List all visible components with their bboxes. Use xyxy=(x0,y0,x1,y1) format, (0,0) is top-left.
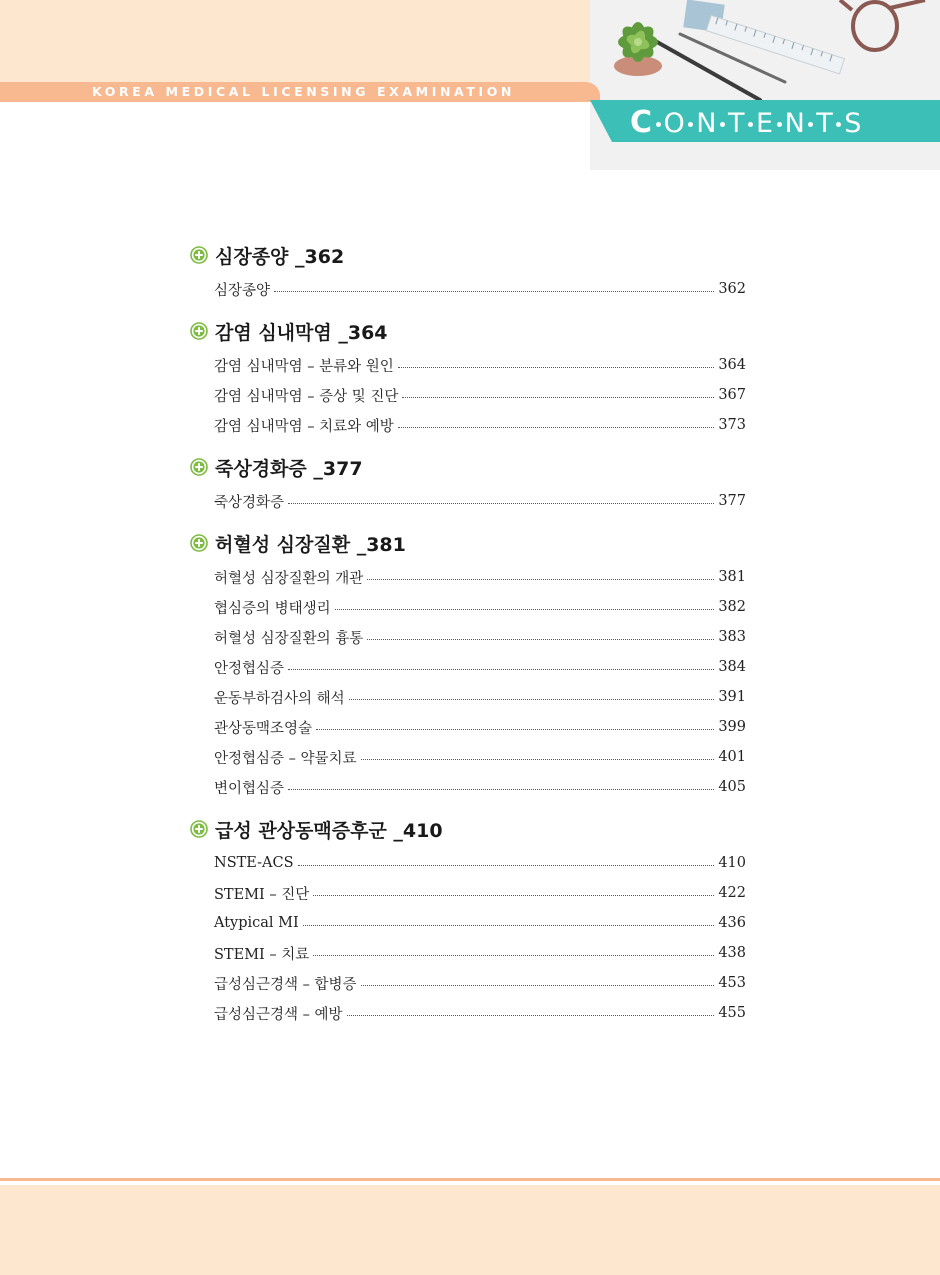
separator-dot xyxy=(808,122,813,127)
dot-leader xyxy=(288,669,714,670)
contents-letter: C xyxy=(630,105,653,140)
section-title: 허혈성 심장질환 _381 xyxy=(215,534,406,556)
page-number: 453 xyxy=(718,975,746,991)
separator-dot xyxy=(777,122,782,127)
page-number: 377 xyxy=(718,493,746,509)
page-number: 436 xyxy=(718,915,746,931)
entry-title: 허혈성 심장질환의 개관 xyxy=(214,570,364,587)
dot-leader xyxy=(398,367,715,368)
toc-entry[interactable] xyxy=(214,350,746,380)
dot-leader xyxy=(335,609,715,610)
toc-entry[interactable] xyxy=(214,622,746,652)
toc-entry[interactable] xyxy=(214,908,746,938)
toc-entry[interactable] xyxy=(214,968,746,998)
entry-title: 변이협심증 xyxy=(214,780,285,797)
page-number: 362 xyxy=(718,281,746,297)
plus-circle-icon xyxy=(190,246,208,264)
entry-title: STEMI – 치료 xyxy=(214,946,310,963)
entry-title: 안정협심증 – 약물치료 xyxy=(214,750,357,767)
page-number: 410 xyxy=(718,855,746,871)
dot-leader xyxy=(349,699,715,700)
section-spacer xyxy=(190,304,750,316)
page-number: 364 xyxy=(718,357,746,373)
contents-letter: N xyxy=(784,108,806,139)
page-number: 367 xyxy=(718,387,746,403)
entry-title: 관상동맥조영술 xyxy=(214,720,313,737)
toc-entry[interactable] xyxy=(214,274,746,304)
section-heading xyxy=(190,240,750,274)
page-number: 383 xyxy=(718,629,746,645)
table-of-contents xyxy=(190,240,750,1028)
page-number: 401 xyxy=(718,749,746,765)
entry-title: 협심증의 병태생리 xyxy=(214,600,331,617)
entry-title: 안정협심증 xyxy=(214,660,285,677)
dot-leader xyxy=(398,427,715,428)
entry-title: 감염 심내막염 – 치료와 예방 xyxy=(214,418,394,435)
plus-circle-icon xyxy=(190,458,208,476)
dot-leader xyxy=(288,789,714,790)
toc-entry[interactable] xyxy=(214,742,746,772)
dot-leader xyxy=(361,985,715,986)
dot-leader xyxy=(402,397,714,398)
toc-entry[interactable] xyxy=(214,848,746,878)
toc-entry[interactable] xyxy=(214,712,746,742)
separator-dot xyxy=(748,122,753,127)
toc-entry[interactable] xyxy=(214,380,746,410)
entry-title: Atypical MI xyxy=(214,915,299,931)
dot-leader xyxy=(313,955,714,956)
plus-circle-icon xyxy=(190,322,208,340)
toc-entry[interactable] xyxy=(214,682,746,712)
separator-dot xyxy=(720,122,725,127)
dot-leader xyxy=(361,759,715,760)
separator-dot xyxy=(656,122,661,127)
page-number: 422 xyxy=(718,885,746,901)
contents-letter: T xyxy=(728,108,745,139)
contents-letter: E xyxy=(756,108,774,139)
separator-dot xyxy=(836,122,841,127)
dot-leader xyxy=(347,1015,715,1016)
dot-leader xyxy=(288,503,714,504)
entry-title: 허혈성 심장질환의 흉통 xyxy=(214,630,364,647)
entry-title: 운동부하검사의 해석 xyxy=(214,690,345,707)
plus-circle-icon xyxy=(190,534,208,552)
page-number: 382 xyxy=(718,599,746,615)
section-spacer xyxy=(190,440,750,452)
section-spacer xyxy=(190,802,750,814)
toc-entry[interactable] xyxy=(214,592,746,622)
page-number: 384 xyxy=(718,659,746,675)
entry-title: STEMI – 진단 xyxy=(214,886,310,903)
entry-title: 급성심근경색 – 합병증 xyxy=(214,976,357,993)
desk-photo-image xyxy=(590,0,940,170)
entry-title: 감염 심내막염 – 증상 및 진단 xyxy=(214,388,399,405)
header-photo xyxy=(590,0,940,170)
section-heading xyxy=(190,814,750,848)
contents-heading xyxy=(630,103,862,143)
section-title: 급성 관상동맥증후군 _410 xyxy=(215,820,443,842)
toc-entry[interactable] xyxy=(214,998,746,1028)
footer-line xyxy=(0,1178,940,1181)
dot-leader xyxy=(298,865,715,866)
dot-leader xyxy=(367,639,714,640)
dot-leader xyxy=(274,291,714,292)
page-number: 405 xyxy=(718,779,746,795)
section-heading xyxy=(190,452,750,486)
entry-title: 감염 심내막염 – 분류와 원인 xyxy=(214,358,394,375)
section-title: 감염 심내막염 _364 xyxy=(215,322,388,344)
entry-title: NSTE-ACS xyxy=(214,855,294,871)
toc-entry[interactable] xyxy=(214,652,746,682)
toc-entry[interactable] xyxy=(214,486,746,516)
section-heading xyxy=(190,316,750,350)
toc-entry[interactable] xyxy=(214,410,746,440)
toc-entry[interactable] xyxy=(214,938,746,968)
toc-entry[interactable] xyxy=(214,878,746,908)
entry-title: 급성심근경색 – 예방 xyxy=(214,1006,343,1023)
page-number: 455 xyxy=(718,1005,746,1021)
page-number: 381 xyxy=(718,569,746,585)
toc-entry[interactable] xyxy=(214,772,746,802)
contents-letter: N xyxy=(696,108,717,139)
section-title: 죽상경화증 _377 xyxy=(215,458,363,480)
page-number: 391 xyxy=(718,689,746,705)
toc-entry[interactable] xyxy=(214,562,746,592)
dot-leader xyxy=(303,925,715,926)
section-spacer xyxy=(190,516,750,528)
footer-band xyxy=(0,1185,940,1275)
contents-letter: T xyxy=(816,108,834,139)
page-number: 438 xyxy=(718,945,746,961)
series-title: KOREA MEDICAL LICENSING EXAMINATION xyxy=(92,84,515,99)
dot-leader xyxy=(367,579,714,580)
section-heading xyxy=(190,528,750,562)
page-number: 373 xyxy=(718,417,746,433)
entry-title: 심장종양 xyxy=(214,282,271,299)
dot-leader xyxy=(313,895,714,896)
section-title: 심장종양 _362 xyxy=(215,246,345,268)
contents-letter: S xyxy=(844,108,862,139)
contents-letter: O xyxy=(663,108,686,139)
plus-circle-icon xyxy=(190,820,208,838)
separator-dot xyxy=(688,122,693,127)
page-number: 399 xyxy=(718,719,746,735)
dot-leader xyxy=(316,729,714,730)
entry-title: 죽상경화증 xyxy=(214,494,285,511)
